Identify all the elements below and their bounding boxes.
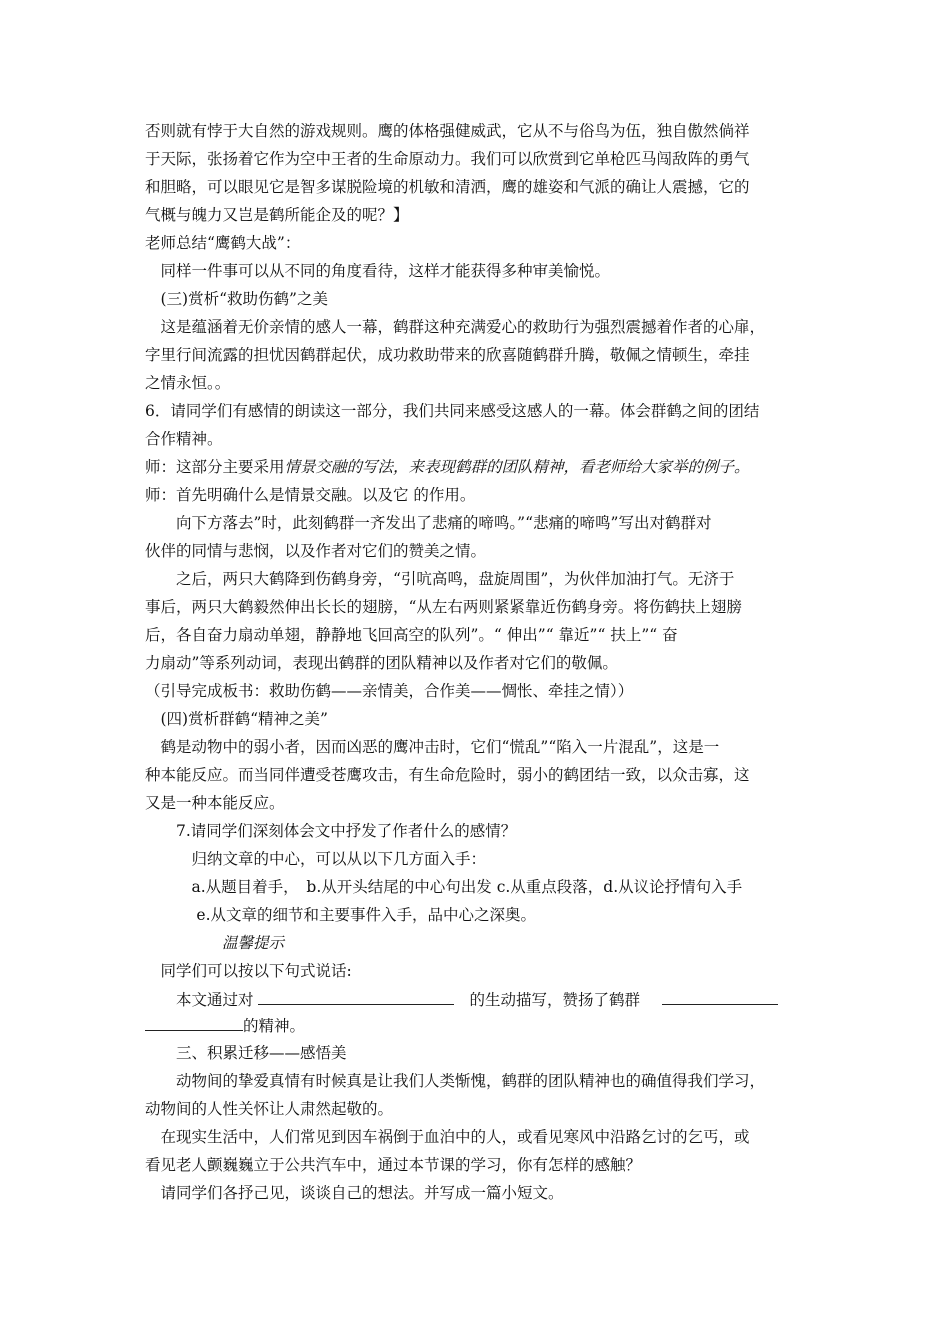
text-line: （引导完成板书：救助伤鹤——亲情美，合作美——惆怅、牵挂之情）） [145,682,634,700]
pattern-part-c: 的精神。 [243,1017,306,1035]
text-line: 动物间的挚爱真情有时候真是让我们人类惭愧，鹤群的团队精神也的确值得我们学习， [145,1072,766,1090]
text-line: 师：首先明确什么是情景交融。以及它 的作用。 [145,486,476,504]
text-line: 同样一件事可以从不同的角度看待，这样才能获得多种审美愉悦。 [145,262,611,280]
text-line: 伙伴的同情与悲悯，以及作者对它们的赞美之情。 [145,542,487,560]
text-line: 之后，两只大鹤降到伤鹤身旁，“引吭高鸣，盘旋周围”，为伙伴加油打气。无济于 [145,570,735,588]
text-line: 合作精神。 [145,430,223,448]
text-line: 老师总结“鹰鹤大战”： [145,234,301,252]
text-line: 动物间的人性关怀让人肃然起敬的。 [145,1100,394,1118]
fill-in-blank [662,989,778,1005]
section-heading: (四)赏析群鹤“精神之美” [145,710,328,728]
teacher-line [145,457,750,477]
text-line: 力扇动”等系列动词，表现出鹤群的团队精神以及作者对它们的敬佩。 [145,654,618,672]
text-line: 看见老人颤巍巍立于公共汽车中，通过本节课的学习，你有怎样的感触？ [145,1156,642,1174]
text-line: 6．请同学们有感情的朗读这一部分，我们共同来感受这感人的一幕。体会群鹤之间的团结 [145,402,760,420]
text-line: 气概与魄力又岂是鹤所能企及的呢？】 [145,206,409,224]
text-line: 种本能反应。而当同伴遭受苍鹰攻击，有生命危险时，弱小的鹤团结一致，以众击寡，这 [145,766,750,784]
text-line: 否则就有悖于大自然的游戏规则。鹰的体格强健威武，它从不与俗鸟为伍，独自傲然倘祥 [145,122,750,140]
fill-in-blank [258,989,454,1005]
question-line: 7.请同学们深刻体会文中抒发了作者什么的感情？ [145,822,517,840]
text-line: 这是蕴涵着无价亲情的感人一幕，鹤群这种充满爱心的救助行为强烈震撼着作者的心扉， [145,318,766,336]
sentence-pattern-line [145,989,778,1010]
say-intro: 同学们可以按以下句式说话: [145,962,352,980]
section-heading: (三)赏析“救助伤鹤”之美 [145,290,328,308]
text-line: 后，各自奋力扇动单翅，静静地飞回高空的队列”。“ 伸出”“ 靠近”“ 扶上”“ 奋 [145,626,678,644]
pattern-part-a: 本文通过对 [145,991,254,1009]
text-line: 又是一种本能反应。 [145,794,285,812]
text-line: e.从文章的细节和主要事件入手，品中心之深奥。 [145,906,537,924]
text-line: 请同学们各抒己见，谈谈自己的想法。并写成一篇小短文。 [145,1184,564,1202]
text-line: a.从题目着手， b.从开头结尾的中心句出发 c.从重点段落，d.从议论抒情句入手 [145,878,743,896]
tip-title: 温馨提示 [222,934,285,952]
text-line: 在现实生活中，人们常见到因车祸倒于血泊中的人，或看见寒风中沿路乞讨的乞丐，或 [145,1128,750,1146]
pattern-part-b: 的生动描写，赞扬了鹤群 [469,991,641,1009]
text-line: 和胆略，可以眼见它是智多谋脱险境的机敏和清洒，鹰的雄姿和气派的确让人震撼，它的 [145,178,750,196]
text-line: 向下方落去”时，此刻鹤群一齐发出了悲痛的啼鸣。”“悲痛的啼鸣”写出对鹤群对 [145,514,712,532]
sentence-pattern-line-2 [145,1015,305,1036]
text-line: 事后，两只大鹤毅然伸出长长的翅膀，“从左右两则紧紧靠近伤鹤身旁。将伤鹤扶上翅膀 [145,598,742,616]
teacher-line-italic: 情景交融的写法，来表现鹤群的团队精神，看老师给大家举的例子。 [284,458,750,476]
text-line: 字里行间流露的担忧因鹤群起伏，成功救助带来的欣喜随鹤群升腾，敬佩之情顿生，牵挂 [145,346,750,364]
text-line: 归纳文章的中心，可以从以下几方面入手： [145,850,487,868]
text-line: 之情永恒。。 [145,374,231,392]
teacher-line-prefix: 师：这部分主要采用 [145,458,285,476]
text-line: 于天际，张扬着它作为空中王者的生命原动力。我们可以欣赏到它单枪匹马闯敌阵的勇气 [145,150,750,168]
section-heading: 三、积累迁移——感悟美 [145,1044,347,1062]
text-line: 鹤是动物中的弱小者，因而凶恶的鹰冲击时，它们“慌乱”“陷入一片混乱”，这是一 [145,738,720,756]
fill-in-blank [145,1015,243,1031]
